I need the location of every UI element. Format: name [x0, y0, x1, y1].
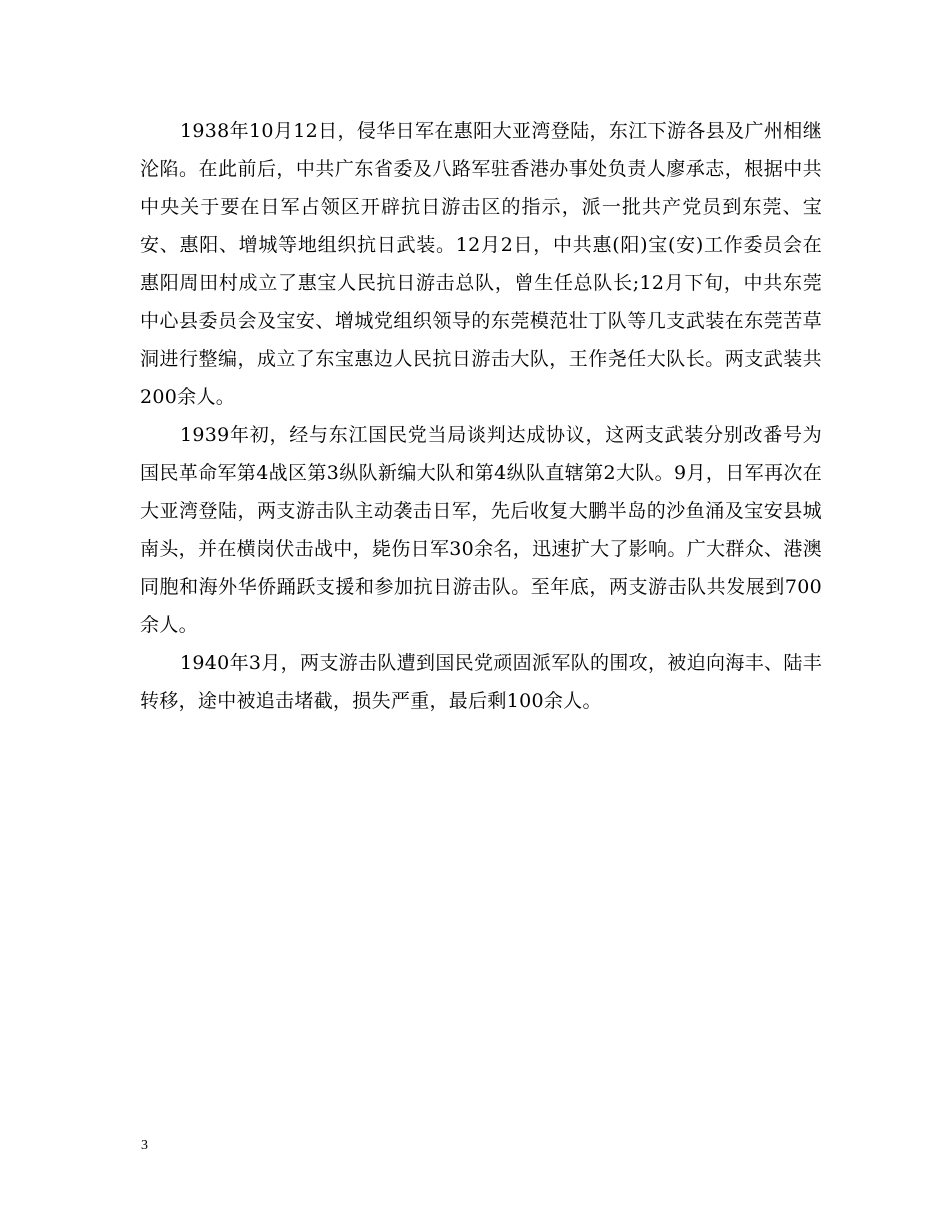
- paragraph-1940: 1940年3月，两支游击队遭到国民党顽固派军队的围攻，被迫向海丰、陆丰转移，途中被追击堵截，损失严重，最后剩100余人。: [140, 652, 822, 712]
- page-number: 3: [141, 1138, 148, 1153]
- paragraph-1938: 1938年10月12日，侵华日军在惠阳大亚湾登陆，东江下游各县及广州相继沦陷。在此前后，中共广东省委及八路军驻香港办事处负责人廖承志，根据中共中央关于要在日军占领区开辟抗日游击区的指示，派一批共产党员到东莞、宝安、惠阳、增城等地组织抗日武装。12月2日，中共惠(阳)宝(安)工作委员会在惠阳周田村成立了惠宝人民抗日游击总队，曾生任总队长;12月下旬，中共东莞中心县委员会及宝安、增城党组织领导的东莞模范壮丁队等几支武装在东莞苦草洞进行整编，成立了东宝惠边人民抗日游击大队，王作尧任大队长。两支武装共200余人。: [140, 120, 822, 408]
- document-body: [140, 112, 822, 720]
- paragraph-1939: 1939年初，经与东江国民党当局谈判达成协议，这两支武装分别改番号为国民革命军第4战区第3纵队新编大队和第4纵队直辖第2大队。9月，日军再次在大亚湾登陆，两支游击队主动袭击日军，先后收复大鹏半岛的沙鱼涌及宝安县城南头，并在横岗伏击战中，毙伤日军30余名，迅速扩大了影响。广大群众、港澳同胞和海外华侨踊跃支援和参加抗日游击队。至年底，两支游击队共发展到700余人。: [140, 424, 822, 636]
